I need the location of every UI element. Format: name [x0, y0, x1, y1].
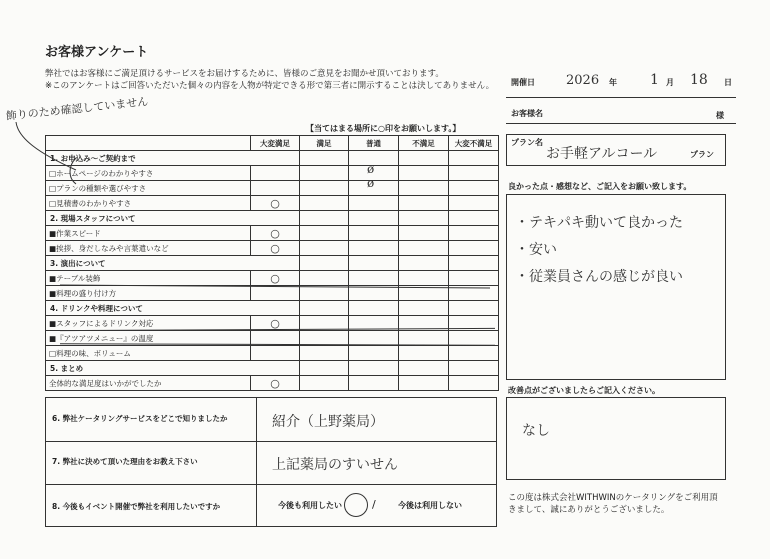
rating-mark-circle: ○	[270, 376, 280, 390]
rating-cell[interactable]	[449, 346, 499, 361]
rating-cell[interactable]	[449, 376, 499, 391]
plan-suffix: プラン	[690, 150, 714, 159]
rating-cell[interactable]	[349, 376, 399, 391]
rating-cell[interactable]	[399, 196, 449, 211]
grid-section-row	[46, 211, 499, 226]
month-unit: 月	[666, 78, 674, 87]
q8-separator: /	[372, 498, 376, 511]
name-label: お客様名	[511, 109, 543, 118]
year-unit: 年	[609, 78, 617, 87]
section-title: 3. 演出について	[46, 256, 251, 271]
rating-cell[interactable]	[399, 271, 449, 286]
rating-cell[interactable]	[349, 241, 399, 256]
q8-option-no: 今後は利用しない	[398, 501, 462, 510]
rating-cell[interactable]	[349, 271, 399, 286]
rating-cell[interactable]	[449, 241, 499, 256]
intro-line-2: ※このアンケートはご回答いただいた個々の内容を人物が特定できる形で第三者に開示することは決してありません。	[45, 81, 495, 91]
col-dissatisfied: 不満足	[399, 136, 449, 151]
question-label: ■スタッフによるドリンク対応	[46, 316, 251, 331]
rating-cell[interactable]	[399, 376, 449, 391]
q6-text: 6. 弊社ケータリングサービスをどこで知りましたか	[52, 414, 228, 423]
rating-cell[interactable]	[251, 376, 300, 391]
handwritten-annotation: 飾りのため確認していません	[5, 95, 149, 123]
rating-mark-circle: ○	[270, 271, 280, 285]
col-normal: 普通	[349, 136, 399, 151]
q7-text: 7. 弊社に決めて頂いた理由をお教え下さい	[52, 457, 198, 466]
rating-cell[interactable]	[349, 196, 399, 211]
question-label: □プランの種類や選びやすさ	[46, 181, 251, 196]
rating-cell[interactable]	[300, 271, 349, 286]
rating-cell[interactable]	[300, 196, 349, 211]
q8-circle-mark	[344, 493, 368, 517]
rating-mark-circle: ○	[270, 316, 280, 330]
grid-section-row	[46, 361, 499, 376]
col-satisfied: 満足	[300, 136, 349, 151]
question-label: □ホームページのわかりやすさ	[46, 166, 251, 181]
grid-item-row	[46, 181, 499, 196]
rating-cell[interactable]	[300, 346, 349, 361]
rating-cell[interactable]	[449, 196, 499, 211]
rating-cell[interactable]	[399, 226, 449, 241]
date-month: 1	[650, 72, 659, 88]
good-line-1: ・テキパキ動いて良かった	[515, 215, 683, 231]
question-label: ■『アツアツメニュー』の温度	[46, 331, 251, 346]
rating-cell[interactable]	[349, 346, 399, 361]
rating-cell[interactable]	[251, 181, 300, 196]
question-label: ■料理の盛り付け方	[46, 286, 251, 301]
date-day: 18	[690, 72, 708, 88]
good-line-2: ・安い	[515, 242, 557, 258]
rating-cell[interactable]	[349, 226, 399, 241]
good-label: 良かった点・感想など、ご記入をお願い致します。	[508, 182, 692, 191]
q7-answer: 上記薬局のすいせん	[272, 457, 398, 473]
rating-cell[interactable]	[251, 166, 300, 181]
rating-cell[interactable]	[251, 286, 300, 301]
grid-header-blank	[46, 136, 251, 151]
date-label: 開催日	[511, 78, 535, 87]
grid-item-row	[46, 271, 499, 286]
grid-item-row	[46, 346, 499, 361]
q8-text: 8. 今後もイベント開催で弊社を利用したいですか	[52, 502, 221, 511]
rating-cell[interactable]	[300, 241, 349, 256]
rating-cell[interactable]	[449, 181, 499, 196]
question-label: ■テーブル装飾	[46, 271, 251, 286]
rating-cell[interactable]	[300, 181, 349, 196]
good-line-3: ・従業員さんの感じが良い	[515, 269, 683, 285]
rating-cell[interactable]	[251, 196, 300, 211]
q6-answer: 紹介（上野薬局）	[272, 414, 384, 430]
rating-mark-circle: ○	[270, 196, 280, 210]
rating-cell[interactable]	[399, 346, 449, 361]
rating-cell[interactable]	[300, 166, 349, 181]
plan-value: お手軽アルコール	[546, 146, 658, 162]
day-unit: 日	[724, 78, 732, 87]
question-label: □見積書のわかりやすさ	[46, 196, 251, 211]
q6-row	[46, 398, 496, 442]
improve-value: なし	[522, 423, 550, 439]
grid-section-row	[46, 301, 499, 316]
section-title: 4. ドリンクや料理について	[46, 301, 251, 316]
date-year: 2026	[566, 73, 600, 88]
grid-section-row	[46, 151, 499, 166]
rating-mark-circle: ○	[270, 241, 280, 255]
rating-cell[interactable]	[449, 226, 499, 241]
grid-item-row	[46, 241, 499, 256]
rating-cell[interactable]	[251, 271, 300, 286]
q8-option-yes: 今後も利用したい	[278, 501, 342, 510]
plan-label: プラン名	[511, 138, 543, 147]
col-very-dissatisfied: 大変不満足	[449, 136, 499, 151]
section-title: 2. 現場スタッフについて	[46, 211, 251, 226]
grid-item-row	[46, 166, 499, 181]
thanks-text: この度は株式会社WITHWINのケータリングをご利用頂きまして、誠にありがとうございました。	[508, 493, 718, 515]
rating-mark-slash-2: ø	[367, 176, 375, 190]
rating-cell[interactable]	[399, 181, 449, 196]
rating-cell[interactable]	[449, 166, 499, 181]
rating-cell[interactable]	[399, 166, 449, 181]
rating-cell[interactable]	[251, 226, 300, 241]
rating-cell[interactable]	[300, 286, 349, 301]
rating-cell[interactable]	[399, 241, 449, 256]
page-title: お客様アンケート	[45, 45, 149, 60]
improve-label: 改善点がございましたらご記入ください。	[508, 386, 660, 395]
question-label: ■挨拶、身だしなみや言葉遣いなど	[46, 241, 251, 256]
rating-grid	[45, 135, 499, 391]
rating-cell[interactable]	[449, 271, 499, 286]
q8-row	[46, 484, 496, 526]
question-label: 全体的な満足度はいかがでしたか	[46, 376, 251, 391]
col-very-satisfied: 大変満足	[251, 136, 300, 151]
rating-mark-slash-1: ø	[367, 162, 375, 176]
rating-cell[interactable]	[349, 331, 399, 346]
rating-cell[interactable]	[399, 331, 449, 346]
section-title: 1. お申込み〜ご契約まで	[46, 151, 251, 166]
section-title: 5. まとめ	[46, 361, 251, 376]
intro-text	[45, 68, 500, 92]
intro-line-1: 弊社ではお客様にご満足頂けるサービスをお届けするために、皆様のご意見をお聞かせ頂いております。	[45, 69, 444, 79]
grid-section-row	[46, 256, 499, 271]
grid-item-row	[46, 376, 499, 391]
bottom-questions	[45, 397, 497, 527]
grid-instruction: 【当てはまる場所に○印をお願いします。】	[306, 124, 461, 133]
name-suffix: 様	[716, 111, 724, 120]
rating-mark-circle: ○	[270, 226, 280, 240]
rating-cell[interactable]	[449, 331, 499, 346]
grid-header-row	[46, 136, 499, 151]
grid-item-row	[46, 196, 499, 211]
question-label: ■作業スピード	[46, 226, 251, 241]
q7-row	[46, 441, 496, 485]
rating-cell[interactable]	[300, 226, 349, 241]
rating-cell[interactable]	[300, 376, 349, 391]
grid-item-row	[46, 226, 499, 241]
rating-cell[interactable]	[251, 346, 300, 361]
rating-cell[interactable]	[251, 241, 300, 256]
question-label: □料理の味、ボリューム	[46, 346, 251, 361]
